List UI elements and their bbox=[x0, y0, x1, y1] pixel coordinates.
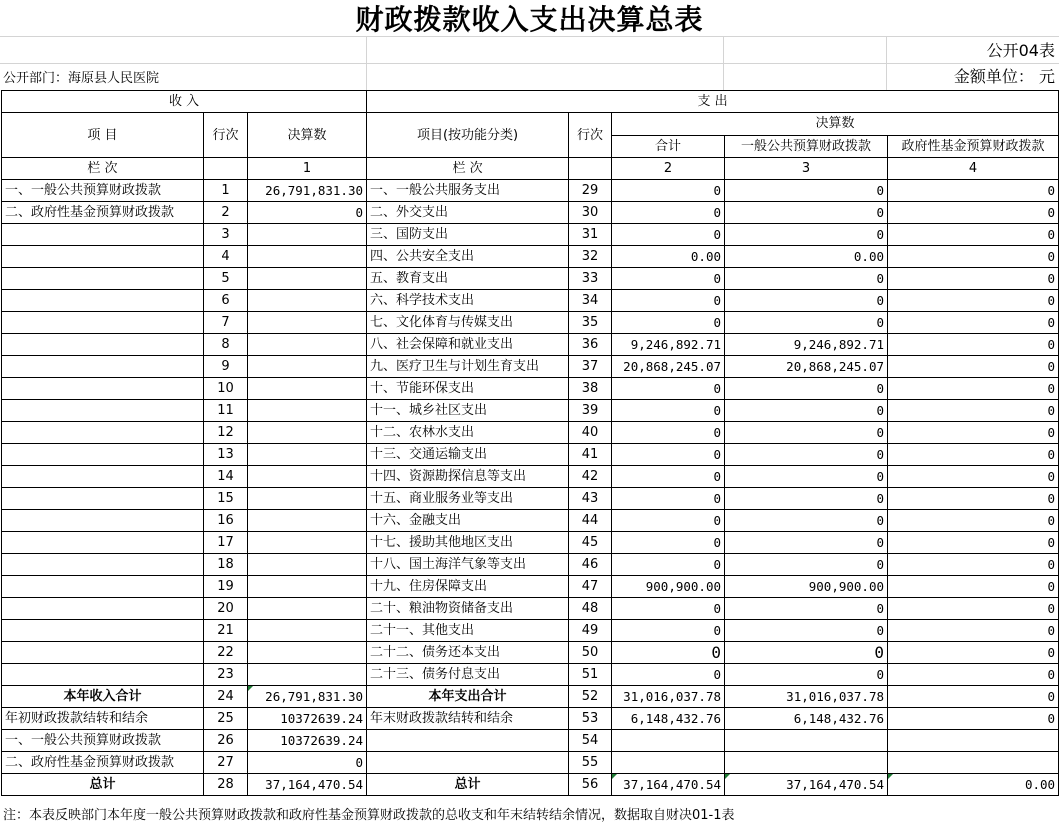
expense-general: 0 bbox=[725, 444, 888, 466]
table-row bbox=[2, 642, 1059, 664]
income-amount bbox=[248, 400, 367, 422]
expense-fund: 0 bbox=[888, 180, 1059, 202]
report-title: 财政拨款收入支出决算总表 bbox=[355, 3, 704, 36]
line-no: 42 bbox=[569, 466, 612, 488]
income-item bbox=[2, 664, 204, 686]
income-item bbox=[2, 246, 204, 268]
income-item bbox=[2, 378, 204, 400]
income-amount bbox=[248, 444, 367, 466]
empty-cell bbox=[569, 158, 612, 180]
line-no: 16 bbox=[204, 510, 248, 532]
income-amount bbox=[248, 598, 367, 620]
expense-item: 十六、金融支出 bbox=[367, 510, 569, 532]
expense-general: 0 bbox=[725, 510, 888, 532]
line-no: 29 bbox=[569, 180, 612, 202]
grand-total-income: 37,164,470.54 bbox=[248, 774, 367, 796]
expense-total: 0 bbox=[612, 642, 725, 664]
expense-general: 0 bbox=[725, 642, 888, 664]
expense-item: 二十、粮油物资储备支出 bbox=[367, 598, 569, 620]
line-no: 25 bbox=[204, 708, 248, 730]
table-row bbox=[2, 356, 1059, 378]
income-item bbox=[2, 466, 204, 488]
table-row bbox=[2, 598, 1059, 620]
income-item bbox=[2, 268, 204, 290]
col-number: 4 bbox=[888, 158, 1059, 180]
line-no: 8 bbox=[204, 334, 248, 356]
expense-general: 0 bbox=[725, 532, 888, 554]
expense-general: 9,246,892.71 bbox=[725, 334, 888, 356]
income-amount bbox=[248, 554, 367, 576]
expense-item: 十七、援助其他地区支出 bbox=[367, 532, 569, 554]
grand-total-label: 总计 bbox=[2, 774, 204, 796]
income-item bbox=[2, 642, 204, 664]
line-no: 39 bbox=[569, 400, 612, 422]
expense-general: 0 bbox=[725, 378, 888, 400]
expense-total: 0 bbox=[612, 312, 725, 334]
expense-item: 二十二、债务还本支出 bbox=[367, 642, 569, 664]
expense-fund: 0 bbox=[888, 664, 1059, 686]
budget-table bbox=[1, 90, 1059, 796]
grand-total-general: 37,164,470.54 bbox=[725, 774, 888, 796]
carry-out-total: 6,148,432.76 bbox=[612, 708, 725, 730]
expense-total-amount: 31,016,037.78 bbox=[612, 686, 725, 708]
line-no: 54 bbox=[569, 730, 612, 752]
expense-general: 0 bbox=[725, 422, 888, 444]
table-row bbox=[2, 466, 1059, 488]
income-amount bbox=[248, 642, 367, 664]
expense-general: 0 bbox=[725, 554, 888, 576]
line-no: 35 bbox=[569, 312, 612, 334]
carry-in-general-label: 一、一般公共预算财政拨款 bbox=[2, 730, 204, 752]
income-amount bbox=[248, 422, 367, 444]
line-no: 10 bbox=[204, 378, 248, 400]
expense-total-fund: 0 bbox=[888, 686, 1059, 708]
unit-label: 金额单位： 元 bbox=[953, 67, 1055, 86]
expense-general: 0 bbox=[725, 268, 888, 290]
expense-general: 0 bbox=[725, 180, 888, 202]
expense-total: 0 bbox=[612, 180, 725, 202]
line-no: 19 bbox=[204, 576, 248, 598]
grid-line bbox=[723, 36, 724, 90]
line-no: 17 bbox=[204, 532, 248, 554]
expense-item: 十五、商业服务业等支出 bbox=[367, 488, 569, 510]
income-item bbox=[2, 554, 204, 576]
table-row bbox=[2, 378, 1059, 400]
table-row bbox=[2, 290, 1059, 312]
income-amount bbox=[248, 620, 367, 642]
line-no: 41 bbox=[569, 444, 612, 466]
income-item bbox=[2, 444, 204, 466]
table-row bbox=[2, 224, 1059, 246]
expense-general: 0 bbox=[725, 664, 888, 686]
expense-fund: 0 bbox=[888, 444, 1059, 466]
expense-total: 0 bbox=[612, 224, 725, 246]
carry-in-fund-amount: 0 bbox=[248, 752, 367, 774]
expense-general: 0 bbox=[725, 312, 888, 334]
income-item bbox=[2, 510, 204, 532]
carry-in-fund-label: 二、政府性基金预算财政拨款 bbox=[2, 752, 204, 774]
expense-fund: 0 bbox=[888, 620, 1059, 642]
expense-fund: 0 bbox=[888, 246, 1059, 268]
expense-fund: 0 bbox=[888, 334, 1059, 356]
grid-line bbox=[0, 63, 1059, 64]
expense-fund: 0 bbox=[888, 488, 1059, 510]
income-item bbox=[2, 312, 204, 334]
expense-general: 0 bbox=[725, 488, 888, 510]
expense-fund: 0 bbox=[888, 202, 1059, 224]
table-row bbox=[2, 334, 1059, 356]
line-no-header: 行次 bbox=[204, 113, 248, 158]
income-amount bbox=[248, 466, 367, 488]
income-amount: 0 bbox=[248, 202, 367, 224]
empty-cell bbox=[612, 730, 725, 752]
expense-fund: 0 bbox=[888, 290, 1059, 312]
final-amount-header: 决算数 bbox=[248, 113, 367, 158]
col-number: 3 bbox=[725, 158, 888, 180]
expense-general: 0 bbox=[725, 290, 888, 312]
expense-item: 三、国防支出 bbox=[367, 224, 569, 246]
grid-line bbox=[366, 36, 367, 90]
empty-cell bbox=[204, 158, 248, 180]
income-item: 二、政府性基金预算财政拨款 bbox=[2, 202, 204, 224]
expense-item: 十八、国土海洋气象等支出 bbox=[367, 554, 569, 576]
grand-total-label: 总计 bbox=[367, 774, 569, 796]
table-row bbox=[2, 532, 1059, 554]
income-amount bbox=[248, 334, 367, 356]
line-no: 6 bbox=[204, 290, 248, 312]
income-item bbox=[2, 598, 204, 620]
empty-cell bbox=[888, 730, 1059, 752]
income-item bbox=[2, 400, 204, 422]
expense-item: 六、科学技术支出 bbox=[367, 290, 569, 312]
income-amount bbox=[248, 576, 367, 598]
line-no: 26 bbox=[204, 730, 248, 752]
line-no: 43 bbox=[569, 488, 612, 510]
table-row bbox=[2, 202, 1059, 224]
line-no: 18 bbox=[204, 554, 248, 576]
footnote: 注：本表反映部门本年度一般公共预算财政拨款和政府性基金预算财政拨款的总收支和年末结转结余情况，数据取自财决01-1表 bbox=[3, 808, 735, 823]
line-no: 24 bbox=[204, 686, 248, 708]
income-item bbox=[2, 334, 204, 356]
table-row bbox=[2, 312, 1059, 334]
line-no: 14 bbox=[204, 466, 248, 488]
expense-fund: 0 bbox=[888, 400, 1059, 422]
col-number: 2 bbox=[612, 158, 725, 180]
income-amount: 26,791,831.30 bbox=[248, 180, 367, 202]
expense-fund: 0 bbox=[888, 598, 1059, 620]
line-no: 36 bbox=[569, 334, 612, 356]
empty-cell bbox=[612, 752, 725, 774]
line-no: 45 bbox=[569, 532, 612, 554]
table-row bbox=[2, 488, 1059, 510]
expense-total: 0 bbox=[612, 444, 725, 466]
expense-total: 900,900.00 bbox=[612, 576, 725, 598]
line-no: 11 bbox=[204, 400, 248, 422]
line-no: 44 bbox=[569, 510, 612, 532]
expense-fund: 0 bbox=[888, 642, 1059, 664]
table-row bbox=[2, 444, 1059, 466]
expense-general: 0 bbox=[725, 466, 888, 488]
carry-in-amount: 10372639.24 bbox=[248, 708, 367, 730]
expense-total: 0 bbox=[612, 290, 725, 312]
line-no: 12 bbox=[204, 422, 248, 444]
expense-fund: 0 bbox=[888, 224, 1059, 246]
table-row bbox=[2, 268, 1059, 290]
line-no: 38 bbox=[569, 378, 612, 400]
expense-total: 0 bbox=[612, 268, 725, 290]
income-amount bbox=[248, 356, 367, 378]
total-header: 合计 bbox=[612, 135, 725, 158]
line-no: 33 bbox=[569, 268, 612, 290]
income-amount bbox=[248, 268, 367, 290]
expense-total: 0 bbox=[612, 664, 725, 686]
table-row bbox=[2, 422, 1059, 444]
line-no: 52 bbox=[569, 686, 612, 708]
expense-item: 二十一、其他支出 bbox=[367, 620, 569, 642]
line-no: 37 bbox=[569, 356, 612, 378]
expense-fund: 0 bbox=[888, 510, 1059, 532]
income-amount bbox=[248, 290, 367, 312]
expense-fund: 0 bbox=[888, 532, 1059, 554]
grand-total-fund: 0.00 bbox=[888, 774, 1059, 796]
income-item bbox=[2, 532, 204, 554]
line-no: 28 bbox=[204, 774, 248, 796]
expense-total: 0 bbox=[612, 466, 725, 488]
expense-fund: 0 bbox=[888, 554, 1059, 576]
expense-fund: 0 bbox=[888, 378, 1059, 400]
expense-item: 五、教育支出 bbox=[367, 268, 569, 290]
expense-general: 0 bbox=[725, 202, 888, 224]
expense-general: 20,868,245.07 bbox=[725, 356, 888, 378]
line-no: 31 bbox=[569, 224, 612, 246]
table-row bbox=[2, 554, 1059, 576]
expense-fund: 0 bbox=[888, 268, 1059, 290]
line-no: 21 bbox=[204, 620, 248, 642]
expense-item: 二十三、债务付息支出 bbox=[367, 664, 569, 686]
empty-cell bbox=[888, 752, 1059, 774]
table-row bbox=[2, 620, 1059, 642]
income-amount bbox=[248, 664, 367, 686]
line-no: 30 bbox=[569, 202, 612, 224]
income-item: 一、一般公共预算财政拨款 bbox=[2, 180, 204, 202]
expense-fund: 0 bbox=[888, 422, 1059, 444]
line-no: 4 bbox=[204, 246, 248, 268]
line-no: 48 bbox=[569, 598, 612, 620]
col-label: 栏 次 bbox=[2, 158, 204, 180]
income-amount bbox=[248, 510, 367, 532]
line-no: 1 bbox=[204, 180, 248, 202]
income-item bbox=[2, 488, 204, 510]
carry-out-label: 年末财政拨款结转和结余 bbox=[367, 708, 569, 730]
expense-total-label: 本年支出合计 bbox=[367, 686, 569, 708]
line-no: 49 bbox=[569, 620, 612, 642]
table-row bbox=[2, 664, 1059, 686]
income-total-amount: 26,791,831.30 bbox=[248, 686, 367, 708]
expense-general: 0 bbox=[725, 620, 888, 642]
expense-item: 十三、交通运输支出 bbox=[367, 444, 569, 466]
line-no: 23 bbox=[204, 664, 248, 686]
expense-item: 八、社会保障和就业支出 bbox=[367, 334, 569, 356]
line-no: 55 bbox=[569, 752, 612, 774]
empty-cell bbox=[725, 730, 888, 752]
line-no: 5 bbox=[204, 268, 248, 290]
line-no: 15 bbox=[204, 488, 248, 510]
carry-out-fund: 0 bbox=[888, 708, 1059, 730]
expense-total: 0 bbox=[612, 422, 725, 444]
line-no: 34 bbox=[569, 290, 612, 312]
line-no: 47 bbox=[569, 576, 612, 598]
fund-budget-header: 政府性基金预算财政拨款 bbox=[888, 135, 1059, 158]
expense-general: 0 bbox=[725, 224, 888, 246]
line-no: 46 bbox=[569, 554, 612, 576]
income-amount bbox=[248, 378, 367, 400]
line-no: 50 bbox=[569, 642, 612, 664]
income-amount bbox=[248, 312, 367, 334]
grid-line bbox=[886, 36, 887, 90]
income-item bbox=[2, 356, 204, 378]
table-row bbox=[2, 400, 1059, 422]
empty-cell bbox=[367, 752, 569, 774]
income-header: 收 入 bbox=[2, 91, 367, 113]
income-item bbox=[2, 290, 204, 312]
general-budget-header: 一般公共预算财政拨款 bbox=[725, 135, 888, 158]
table-row bbox=[2, 510, 1059, 532]
carry-in-general-amount: 10372639.24 bbox=[248, 730, 367, 752]
expense-general: 0.00 bbox=[725, 246, 888, 268]
expense-item: 十四、资源勘探信息等支出 bbox=[367, 466, 569, 488]
final-amount-header: 决算数 bbox=[612, 113, 1059, 136]
empty-cell bbox=[367, 730, 569, 752]
line-no: 9 bbox=[204, 356, 248, 378]
expense-item: 十一、城乡社区支出 bbox=[367, 400, 569, 422]
expense-total: 20,868,245.07 bbox=[612, 356, 725, 378]
func-item-header: 项目(按功能分类) bbox=[367, 113, 569, 158]
expense-fund: 0 bbox=[888, 356, 1059, 378]
line-no: 20 bbox=[204, 598, 248, 620]
expense-total: 0 bbox=[612, 532, 725, 554]
carry-out-general: 6,148,432.76 bbox=[725, 708, 888, 730]
expense-fund: 0 bbox=[888, 576, 1059, 598]
expense-item: 四、公共安全支出 bbox=[367, 246, 569, 268]
col-number: 1 bbox=[248, 158, 367, 180]
item-header: 项 目 bbox=[2, 113, 204, 158]
form-code: 公开04表 bbox=[986, 41, 1055, 60]
expense-total: 0 bbox=[612, 620, 725, 642]
income-amount bbox=[248, 488, 367, 510]
table-row bbox=[2, 246, 1059, 268]
expense-item: 二、外交支出 bbox=[367, 202, 569, 224]
line-no: 3 bbox=[204, 224, 248, 246]
income-item bbox=[2, 224, 204, 246]
expense-total: 0 bbox=[612, 488, 725, 510]
line-no: 13 bbox=[204, 444, 248, 466]
expense-header: 支 出 bbox=[367, 91, 1059, 113]
income-item bbox=[2, 422, 204, 444]
table-row bbox=[2, 180, 1059, 202]
line-no: 32 bbox=[569, 246, 612, 268]
expense-general: 0 bbox=[725, 598, 888, 620]
expense-total: 0 bbox=[612, 400, 725, 422]
expense-total: 0 bbox=[612, 510, 725, 532]
income-item bbox=[2, 576, 204, 598]
grid-line bbox=[0, 36, 1059, 37]
expense-fund: 0 bbox=[888, 466, 1059, 488]
expense-general: 0 bbox=[725, 400, 888, 422]
expense-total: 0 bbox=[612, 554, 725, 576]
expense-item: 十九、住房保障支出 bbox=[367, 576, 569, 598]
line-no: 27 bbox=[204, 752, 248, 774]
expense-item: 十、节能环保支出 bbox=[367, 378, 569, 400]
expense-item: 七、文化体育与传媒支出 bbox=[367, 312, 569, 334]
income-item bbox=[2, 620, 204, 642]
empty-cell bbox=[725, 752, 888, 774]
department-label: 公开部门：海原县人民医院 bbox=[3, 71, 160, 86]
line-no: 22 bbox=[204, 642, 248, 664]
expense-total: 0 bbox=[612, 378, 725, 400]
income-amount bbox=[248, 246, 367, 268]
expense-item: 十二、农林水支出 bbox=[367, 422, 569, 444]
expense-item: 一、一般公共服务支出 bbox=[367, 180, 569, 202]
expense-total: 0 bbox=[612, 202, 725, 224]
income-amount bbox=[248, 224, 367, 246]
expense-total: 0.00 bbox=[612, 246, 725, 268]
expense-general: 900,900.00 bbox=[725, 576, 888, 598]
carry-in-label: 年初财政拨款结转和结余 bbox=[2, 708, 204, 730]
col-label: 栏 次 bbox=[367, 158, 569, 180]
grand-total-expense: 37,164,470.54 bbox=[612, 774, 725, 796]
expense-total: 0 bbox=[612, 598, 725, 620]
income-total-label: 本年收入合计 bbox=[2, 686, 204, 708]
expense-total-general: 31,016,037.78 bbox=[725, 686, 888, 708]
line-no: 56 bbox=[569, 774, 612, 796]
income-amount bbox=[248, 532, 367, 554]
line-no-header: 行次 bbox=[569, 113, 612, 158]
line-no: 51 bbox=[569, 664, 612, 686]
expense-total: 9,246,892.71 bbox=[612, 334, 725, 356]
table-row bbox=[2, 576, 1059, 598]
line-no: 7 bbox=[204, 312, 248, 334]
line-no: 2 bbox=[204, 202, 248, 224]
line-no: 40 bbox=[569, 422, 612, 444]
expense-item: 九、医疗卫生与计划生育支出 bbox=[367, 356, 569, 378]
expense-fund: 0 bbox=[888, 312, 1059, 334]
line-no: 53 bbox=[569, 708, 612, 730]
